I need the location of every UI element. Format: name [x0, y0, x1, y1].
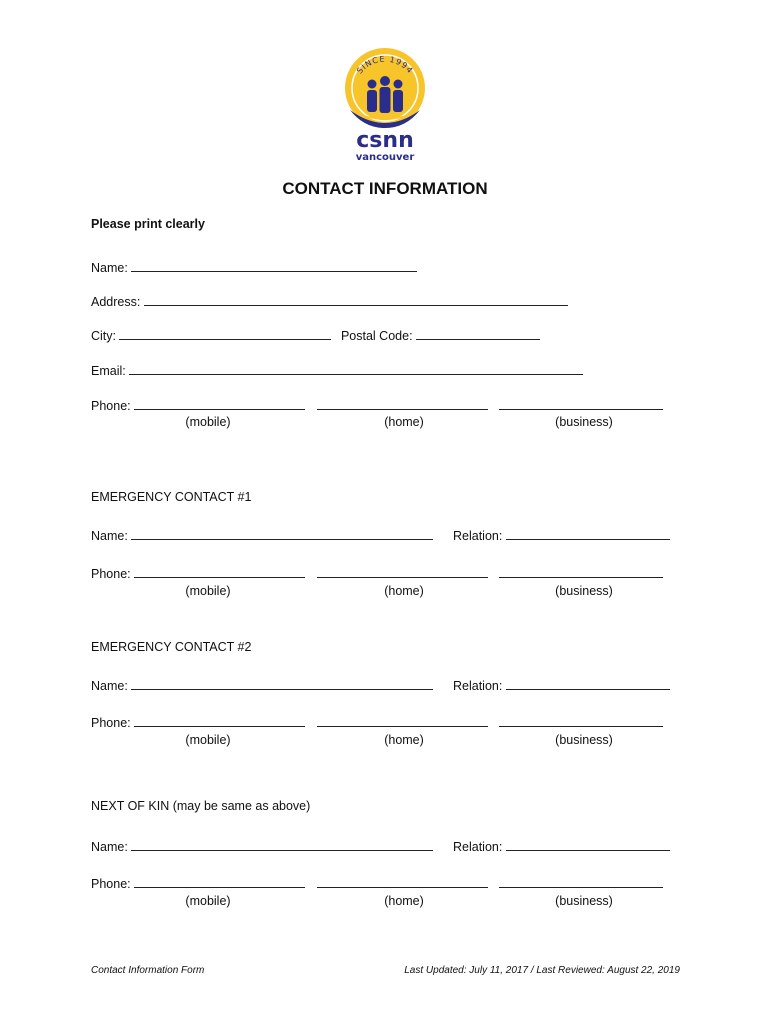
ec2-phone-business-field[interactable]	[499, 714, 663, 727]
ec1-name-field[interactable]	[131, 527, 433, 540]
mobile-caption: (mobile)	[185, 415, 231, 429]
ec2-home-caption: (home)	[384, 733, 424, 747]
ec2-phone-label: Phone:	[91, 716, 131, 730]
city-row	[91, 327, 540, 343]
ec1-relation-field[interactable]	[506, 527, 670, 540]
home-caption: (home)	[384, 415, 424, 429]
ec2-relation-row	[453, 677, 670, 693]
ec1-phone-mobile-field[interactable]	[134, 565, 305, 578]
ec1-relation-label: Relation:	[453, 529, 503, 543]
ec1-phone-row	[91, 565, 663, 581]
nok-phone-business-field[interactable]	[499, 875, 663, 888]
nok-name-field[interactable]	[131, 838, 433, 851]
ec1-relation-row	[453, 527, 670, 543]
ec2-name-row	[91, 677, 433, 693]
ec1-phone-label: Phone:	[91, 567, 131, 581]
ec1-mobile-caption: (mobile)	[185, 584, 231, 598]
csnn-logo	[336, 44, 434, 164]
ec1-home-caption: (home)	[384, 584, 424, 598]
logo-brand-text: csnn	[356, 128, 414, 153]
nok-business-caption: (business)	[555, 894, 613, 908]
ec2-business-caption: (business)	[555, 733, 613, 747]
ec2-relation-label: Relation:	[453, 679, 503, 693]
ec2-phone-home-field[interactable]	[317, 714, 488, 727]
phone-mobile-field[interactable]	[134, 397, 305, 410]
email-field[interactable]	[129, 362, 583, 375]
nok-phone-row	[91, 875, 663, 891]
postal-code-label: Postal Code:	[340, 329, 413, 343]
ec1-business-caption: (business)	[555, 584, 613, 598]
name-row	[91, 259, 417, 275]
nok-relation-row	[453, 838, 670, 854]
page-title: CONTACT INFORMATION	[282, 179, 488, 198]
ec2-relation-field[interactable]	[506, 677, 670, 690]
phone-business-field[interactable]	[499, 397, 663, 410]
instruction-text: Please print clearly	[91, 217, 205, 231]
emergency-contact-1-heading: EMERGENCY CONTACT #1	[91, 490, 252, 504]
nok-home-caption: (home)	[384, 894, 424, 908]
logo-since-text: SINCE 1994	[355, 54, 415, 76]
nok-phone-label: Phone:	[91, 877, 131, 891]
email-label: Email:	[91, 364, 126, 378]
city-label: City:	[91, 329, 116, 343]
logo-figures-icon	[367, 76, 403, 113]
ec1-name-label: Name:	[91, 529, 128, 543]
address-field[interactable]	[144, 293, 568, 306]
ec2-phone-mobile-field[interactable]	[134, 714, 305, 727]
next-of-kin-heading: NEXT OF KIN (may be same as above)	[91, 799, 311, 813]
name-field[interactable]	[131, 259, 417, 272]
postal-code-field[interactable]	[416, 327, 540, 340]
city-field[interactable]	[119, 327, 331, 340]
nok-phone-mobile-field[interactable]	[134, 875, 305, 888]
ec1-name-row	[91, 527, 433, 543]
ec2-name-label: Name:	[91, 679, 128, 693]
emergency-contact-2-heading: EMERGENCY CONTACT #2	[91, 640, 252, 654]
ec1-phone-home-field[interactable]	[317, 565, 488, 578]
ec2-mobile-caption: (mobile)	[185, 733, 231, 747]
nok-name-label: Name:	[91, 840, 128, 854]
business-caption: (business)	[555, 415, 613, 429]
phone-home-field[interactable]	[317, 397, 488, 410]
address-row	[91, 293, 568, 309]
address-label: Address:	[91, 295, 141, 309]
nok-mobile-caption: (mobile)	[185, 894, 231, 908]
footer-dates: Last Updated: July 11, 2017 / Last Reviewed: August 22, 2019	[404, 965, 680, 976]
phone-label: Phone:	[91, 399, 131, 413]
logo-graphic	[336, 44, 434, 164]
nok-name-row	[91, 838, 433, 854]
ec2-phone-row	[91, 714, 663, 730]
nok-relation-label: Relation:	[453, 840, 503, 854]
logo-city-text: vancouver	[355, 152, 415, 163]
email-row	[91, 362, 583, 378]
footer-form-name: Contact Information Form	[91, 965, 205, 976]
ec1-phone-business-field[interactable]	[499, 565, 663, 578]
name-label: Name:	[91, 261, 128, 275]
ec2-name-field[interactable]	[131, 677, 433, 690]
nok-phone-home-field[interactable]	[317, 875, 488, 888]
phone-row	[91, 397, 663, 413]
nok-relation-field[interactable]	[506, 838, 670, 851]
